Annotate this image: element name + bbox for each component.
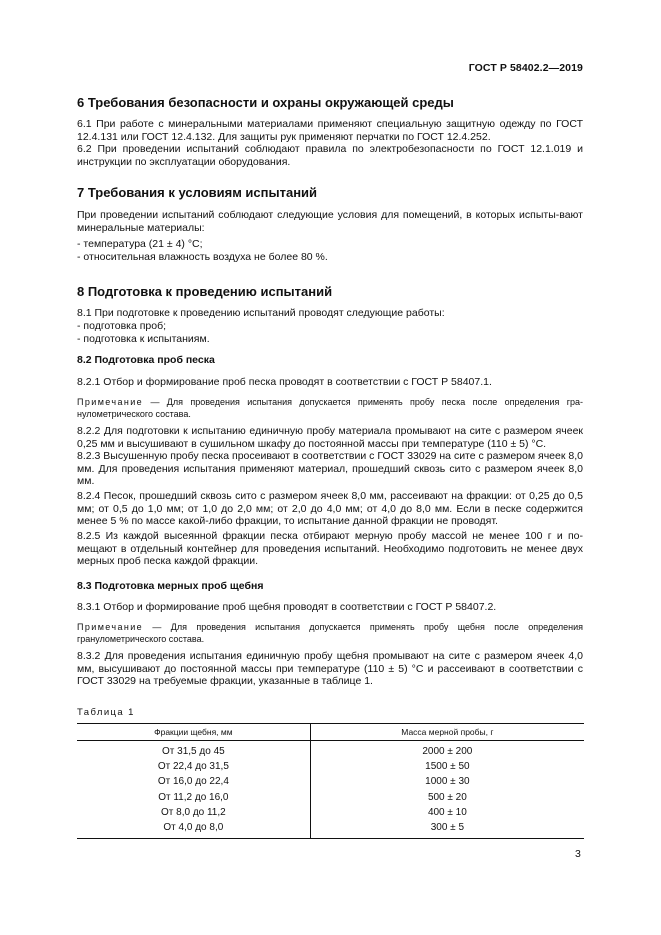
section-6-title: 6 Требования безопасности и охраны окружающей среды (77, 95, 454, 110)
table-row (77, 774, 584, 789)
para-8-2-2: 8.2.2 Для подготовки к испытанию единичную пробу материала промывают на сите с размером ячеек 0,25 мм и высушивают в сушильном шкафу до постоянной массы при температуре (110 ± 5) °С. (77, 425, 583, 450)
section-8-3-title: 8.3 Подготовка мерных проб щебня (77, 580, 264, 592)
para-6-1: 6.1 При работе с минеральными материалами применяют специальную защитную одежду по ГОСТ 12.4.131 или ГОСТ 12.4.132. Для защиты рук применяют перчатки по ГОСТ 12.4.252. (77, 118, 583, 143)
table-header: Масса мерной пробы, г (310, 724, 584, 741)
table-cell: От 16,0 до 22,4 (157, 776, 229, 788)
table-cell: От 4,0 до 8,0 (163, 822, 224, 834)
list-item-prep-samples: - подготовка проб; (77, 320, 167, 332)
para-7: При проведении испытаний соблюдают следующие условия для помещений, в которых испыты-вают минеральные материалы: (77, 209, 583, 234)
para-8-1: 8.1 При подготовке к проведению испытаний проводят следующие работы: (77, 307, 445, 319)
para-6-2: 6.2 При проведении испытаний соблюдают правила по электробезопасности по ГОСТ 12.1.019 и инструкции по эксплуатации оборудования. (77, 143, 583, 168)
para-8-2-5: 8.2.5 Из каждой высеянной фракции песка отбирают мерную пробу массой не менее 100 г и по-мещают в отдельный контейнер для проведения испытаний. Необходимо подготовить не менее двух мерных проб песка каждой фракции. (77, 530, 583, 567)
note-8-3 (77, 621, 583, 645)
para-8-2-4: 8.2.4 Песок, прошедший сквозь сито с размером ячеек 8,0 мм, рассеивают на фракции: от 0,25 до 0,5 мм; от 0,5 до 1,0 мм; от 1,0 до 2,0 мм; от 2,0 до 4,0 мм; от 4,0 до 8,0 мм. Если в песке содержится менее 5 % по массе какой-либо фракции, то испытание данной фракции не проводят. (77, 490, 583, 527)
table-row (77, 741, 584, 760)
note-text: — Для проведения испытания допускается применять пробу песка после определения гра-нулометрического состава. (77, 397, 583, 419)
fractions-table (77, 723, 584, 839)
table-caption: Таблица 1 (77, 707, 135, 718)
page-number: 3 (575, 848, 581, 860)
section-8-2-title: 8.2 Подготовка проб песка (77, 354, 215, 366)
list-item-humidity: - относительная влажность воздуха не более 80 %. (77, 251, 328, 263)
section-7-title: 7 Требования к условиям испытаний (77, 185, 318, 200)
table-cell: От 11,2 до 16,0 (158, 791, 229, 803)
table-cell: 300 ± 5 (310, 820, 584, 839)
list-item-prep-tests: - подготовка к испытаниям. (77, 333, 210, 345)
section-8-title: 8 Подготовка к проведению испытаний (77, 284, 333, 299)
table-cell: 500 ± 20 (310, 790, 584, 805)
table-cell: От 31,5 до 45 (162, 746, 225, 758)
table-row (77, 820, 584, 839)
table-row (77, 790, 584, 805)
table-cell: 2000 ± 200 (310, 741, 584, 760)
para-8-2-3: 8.2.3 Высушенную пробу песка просеивают в соответствии с ГОСТ 33029 на сите с размером ячеек 8,0 мм. Для проведения испытания применяют материал, прошедший сквозь сито с размером ячеек 8,0 мм. (77, 450, 583, 487)
note-8-2 (77, 396, 583, 420)
para-8-3-1: 8.3.1 Отбор и формирование проб щебня проводят в соответствии с ГОСТ Р 58407.2. (77, 601, 497, 613)
table-cell: 1500 ± 50 (310, 759, 584, 774)
table-cell: 400 ± 10 (310, 805, 584, 820)
para-8-3-2: 8.3.2 Для проведения испытания единичную пробу щебня промывают на сите с размером ячеек 4,0 мм, высушивают до постоянной массы при температуре (110 ± 5) °С и рассеивают в соответствии с ГОСТ 33029 на требуемые фракции, указанные в таблице 1. (77, 650, 583, 687)
note-label: Примечание (77, 397, 144, 407)
table-row (77, 759, 584, 774)
table-cell: 1000 ± 30 (310, 774, 584, 789)
standard-header: ГОСТ Р 58402.2—2019 (468, 62, 583, 74)
list-item-temperature: - температура (21 ± 4) °С; (77, 238, 203, 250)
note-text: — Для проведения испытания допускается применять пробу щебня после определения гранулометрического состава. (77, 622, 583, 644)
table-header: Фракции щебня, мм (77, 724, 310, 741)
table-cell: От 22,4 до 31,5 (157, 761, 229, 773)
para-8-2-1: 8.2.1 Отбор и формирование проб песка проводят в соответствии с ГОСТ Р 58407.1. (77, 376, 492, 388)
table-cell: От 8,0 до 11,2 (161, 806, 226, 818)
note-label: Примечание (77, 622, 144, 632)
table-row (77, 805, 584, 820)
